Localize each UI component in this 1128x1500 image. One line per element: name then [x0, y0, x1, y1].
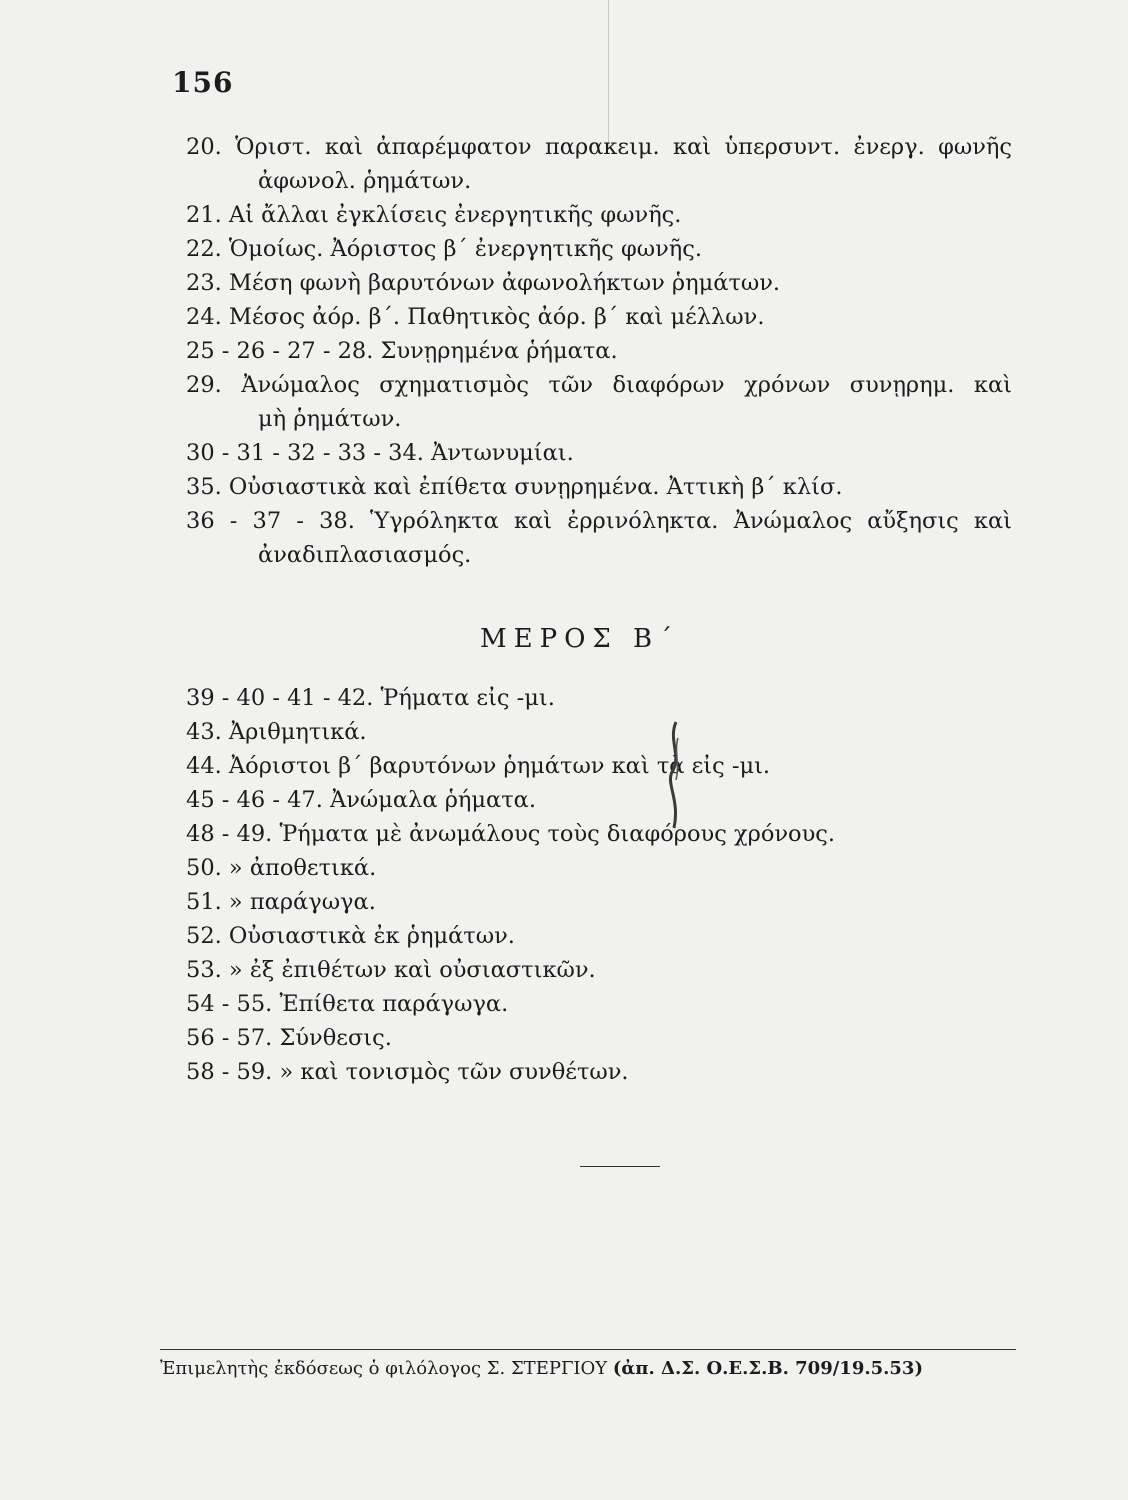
contents-entry: 21. Αἱ ἄλλαι ἐγκλίσεις ἐνεργητικῆς φωνῆς. — [186, 202, 682, 228]
page-number: 156 — [172, 66, 234, 99]
contents-entry: 53. » ἐξ ἐπιθέτων καὶ οὐσιαστικῶν. — [186, 957, 596, 983]
contents-entry: 52. Οὐσιαστικὰ ἐκ ῥημάτων. — [186, 923, 515, 949]
contents-entry: 36 - 37 - 38. Ὑγρόληκτα καὶ ἐρρινόληκτα. Ἀνώμαλος αὔξησις καὶ — [186, 508, 1012, 534]
editor-credit — [160, 1356, 1016, 1382]
contents-entry: 54 - 55. Ἐπίθετα παράγωγα. — [186, 991, 509, 1017]
contents-entry: 56 - 57. Σύνθεσις. — [186, 1025, 392, 1051]
contents-entry: 20. Ὁριστ. καὶ ἀπαρέμφατον παρακειμ. καὶ ὑπερσυντ. ἐνεργ. φωνῆς — [186, 134, 1012, 160]
separator-rule — [580, 1166, 660, 1167]
contents-entry: 58 - 59. » καὶ τονισμὸς τῶν συνθέτων. — [186, 1059, 629, 1085]
footer-rule — [160, 1349, 1016, 1350]
contents-entry: 35. Οὐσιαστικὰ καὶ ἐπίθετα συνῃρημένα. Ἀττικὴ β΄ κλίσ. — [186, 474, 843, 500]
contents-entry-continuation: μὴ ῥημάτων. — [258, 406, 402, 432]
contents-entry: 25 - 26 - 27 - 28. Συνῃρημένα ῥήματα. — [186, 338, 618, 364]
contents-entry-continuation: ἀναδιπλασιασμός. — [258, 542, 472, 568]
contents-part-1 — [186, 130, 1012, 572]
editor-credit-text: Ἐπιμελητὴς ἐκδόσεως ὁ φιλόλογος Σ. ΣΤΕΡΓΙΟΥ — [160, 1358, 613, 1379]
editor-credit-reference: (ἀπ. Δ.Σ. Ο.Ε.Σ.Β. 709/19.5.53) — [612, 1358, 923, 1379]
page-fold-line — [608, 0, 609, 150]
contents-entry: 50. » ἀποθετικά. — [186, 855, 377, 881]
scan-blemish — [662, 720, 688, 830]
contents-entry: 23. Μέση φωνὴ βαρυτόνων ἀφωνολήκτων ῥημάτων. — [186, 270, 781, 296]
contents-entry: 22. Ὁμοίως. Ἀόριστος β΄ ἐνεργητικῆς φωνῆς. — [186, 236, 703, 262]
contents-entry: 24. Μέσος ἀόρ. β΄. Παθητικὸς ἀόρ. β΄ καὶ μέλλων. — [186, 304, 765, 330]
contents-entry: 30 - 31 - 32 - 33 - 34. Ἀντωνυμίαι. — [186, 440, 574, 466]
contents-part-2 — [186, 681, 1012, 1089]
contents-entry: 51. » παράγωγα. — [186, 889, 376, 915]
contents-entry: 39 - 40 - 41 - 42. Ῥήματα εἰς -μι. — [186, 685, 555, 711]
contents-entry-continuation: ἀφωνολ. ῥημάτων. — [258, 168, 472, 194]
section-heading-part-2: ΜΕΡΟΣ Β΄ — [480, 624, 680, 654]
contents-entry: 43. Ἀριθμητικά. — [186, 719, 367, 745]
contents-entry: 45 - 46 - 47. Ἀνώμαλα ῥήματα. — [186, 787, 537, 813]
contents-entry: 48 - 49. Ῥήματα μὲ ἀνωμάλους τοὺς διαφόρους χρόνους. — [186, 821, 836, 847]
contents-entry: 29. Ἀνώμαλος σχηματισμὸς τῶν διαφόρων χρόνων συνῃρημ. καὶ — [186, 372, 1012, 398]
contents-entry: 44. Ἀόριστοι β΄ βαρυτόνων ῥημάτων καὶ τὰ εἰς -μι. — [186, 753, 771, 779]
